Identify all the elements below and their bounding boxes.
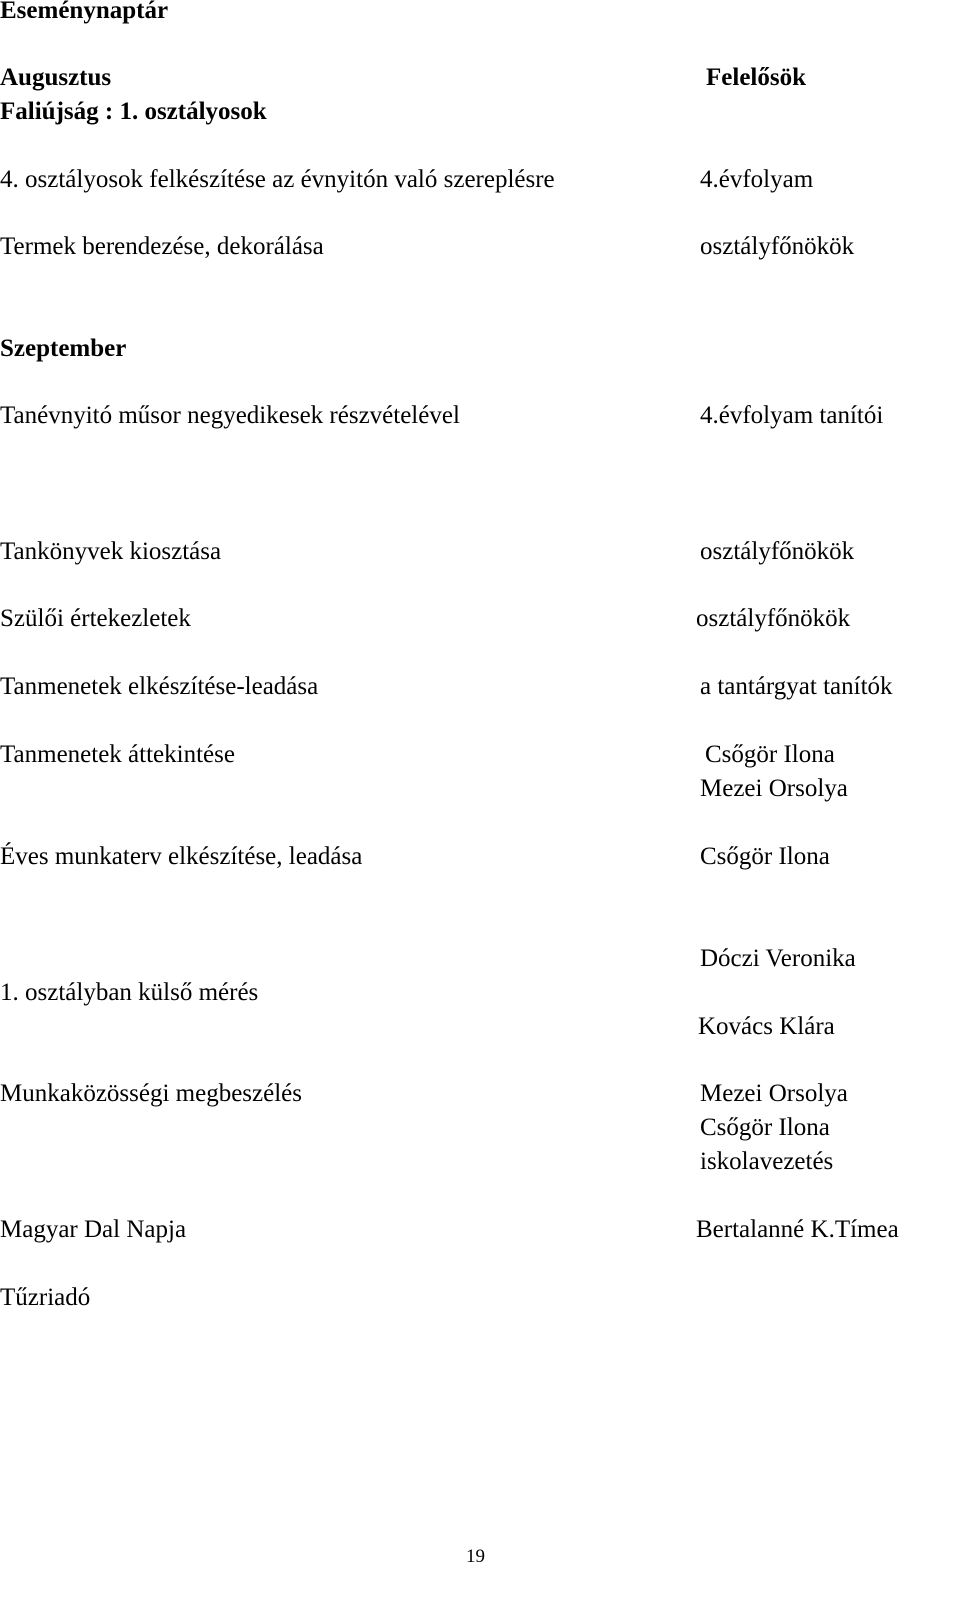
event-task: Szülői értekezletek	[0, 605, 191, 632]
event-task: Termek berendezése, dekorálása	[0, 233, 324, 260]
event-responsible: Kovács Klára	[698, 1013, 835, 1040]
event-task: Magyar Dal Napja	[0, 1216, 187, 1243]
event-responsible: Csőgör Ilona	[705, 741, 835, 768]
event-responsible: Csőgör Ilona	[700, 1114, 830, 1141]
event-responsible: 4.évfolyam	[700, 166, 814, 193]
event-task: Tanévnyitó műsor negyedikesek részvételével	[0, 402, 460, 429]
event-task: Éves munkaterv elkészítése, leadása	[0, 843, 363, 870]
faliujsag-note: Faliújság : 1. osztályosok	[0, 98, 267, 125]
month-september: Szeptember	[0, 335, 127, 362]
event-responsible: Csőgör Ilona	[700, 843, 830, 870]
event-task: Tankönyvek kiosztása	[0, 538, 222, 565]
event-responsible: a tantárgyat tanítók	[700, 673, 893, 700]
month-august: Augusztus	[0, 64, 112, 91]
event-task: Tanmenetek elkészítése-leadása	[0, 673, 319, 700]
event-responsible: Mezei Orsolya	[700, 775, 848, 802]
event-task: 1. osztályban külső mérés	[0, 979, 259, 1006]
event-task: Munkaközösségi megbeszélés	[0, 1080, 303, 1107]
event-responsible: Mezei Orsolya	[700, 1080, 848, 1107]
event-responsible: osztályfőnökök	[700, 233, 855, 260]
event-responsible: osztályfőnökök	[700, 538, 855, 565]
event-responsible: 4.évfolyam tanítói	[700, 402, 884, 429]
event-task: Tanmenetek áttekintése	[0, 741, 235, 768]
event-responsible: iskolavezetés	[700, 1148, 834, 1175]
event-responsible: osztályfőnökök	[696, 605, 851, 632]
responsible-header: Felelősök	[706, 64, 806, 91]
event-responsible: Bertalanné K.Tímea	[696, 1216, 899, 1243]
event-task: Tűzriadó	[0, 1284, 91, 1311]
page-number: 19	[466, 1546, 485, 1567]
page-title: Eseménynaptár	[0, 0, 169, 24]
event-responsible: Dóczi Veronika	[700, 945, 856, 972]
event-task: 4. osztályosok felkészítése az évnyitón való szereplésre	[0, 166, 555, 193]
